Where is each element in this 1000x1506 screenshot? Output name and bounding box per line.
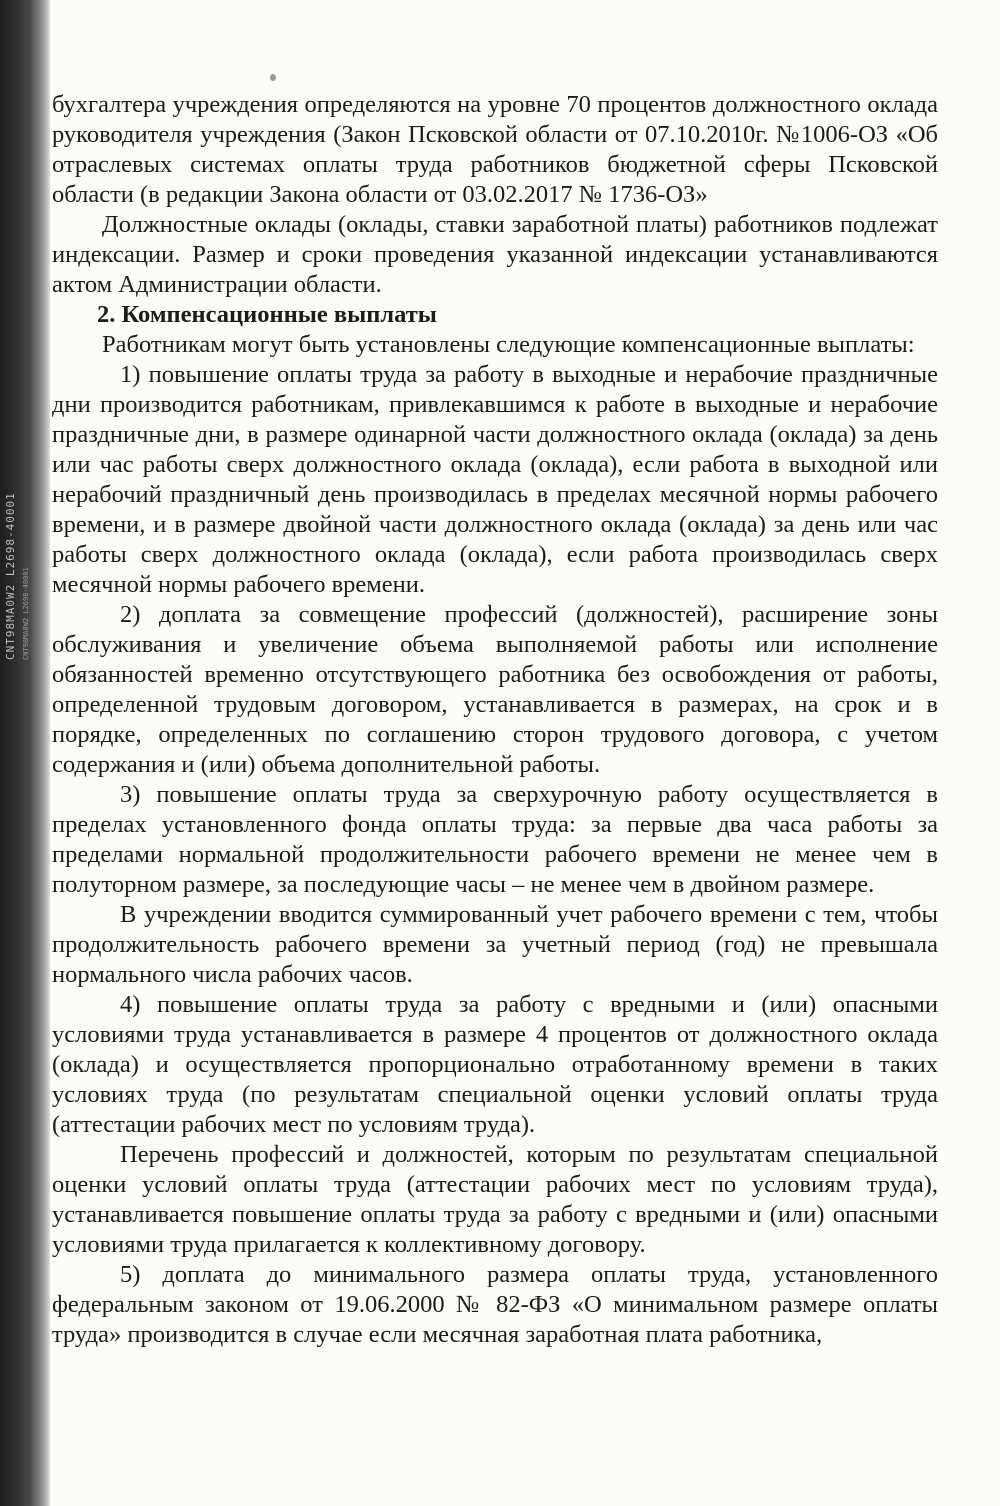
scan-speck [270,74,276,81]
paragraph-item-2: 2) доплата за совмещение профессий (должностей), расширение зоны обслуживания и увеличение объема выполняемой работы или исполнение обязанностей временно отсутствующего работника без освобождения от работы, определенной трудовым договором, устанавливается в размерах, на срок и в порядке, определенных по соглашению сторон трудового договора, с учетом содержания и (или) объема дополнительной работы. [52,601,938,778]
paragraph-intro: Работникам могут быть установлены следующие компенсационные выплаты: [102,331,915,358]
paragraph-list-of-professions: Перечень профессий и должностей, которым по результатам специальной оценки условий оплаты труда (аттестации рабочих мест по условиям труда), устанавливается повышение оплаты труда за работу с вредными и (или) опасными условиями труда прилагается к коллективному договору. [52,1141,938,1258]
paragraph-summary-accounting: В учреждении вводится суммированный учет рабочего времени с тем, чтобы продолжительность рабочего времени за учетный период (год) не превышала нормального числа рабочих часов. [52,901,938,988]
side-stamp: CNT98MA0W2 L2698-40001 [4,492,17,660]
paragraph-item-5: 5) доплата до минимального размера оплаты труда, установленного федеральным законом от 19.06.2000 № 82-ФЗ «О минимальном размере оплаты труда» производится в случае если месячная заработная плата работника, [52,1261,938,1348]
section-heading: 2. Компенсационные выплаты [97,301,437,328]
paragraph-item-4: 4) повышение оплаты труда за работу с вредными и (или) опасными условиями труда устанавливается в размере 4 процентов от должностного оклада (оклада) и осуществляется пропорционально отработанному времени в таких условиях труда (по результатам специальной оценки условий оплаты труда (аттестации рабочих мест по условиям труда). [52,991,938,1138]
side-stamp-small: CNT98MA0W2 L2698-40001 [22,567,30,660]
paragraph-item-3: 3) повышение оплаты труда за сверхурочную работу осуществляется в пределах установленного фонда оплаты труда: за первые два часа работы за пределами нормальной продолжительности рабочего времени не менее чем в полуторном размере, за последующие часы – не менее чем в двойном размере. [52,781,938,898]
paragraph-continuation: бухгалтера учреждения определяются на уровне 70 процентов должностного оклада руководителя учреждения (Закон Псковской области от 07.10.2010г. №1006-ОЗ «Об отраслевых системах оплаты труда работников бюджетной сферы Псковской области (в редакции Закона области от 03.02.2017 № 1736-ОЗ» [52,91,938,208]
paragraph-item-1: 1) повышение оплаты труда за работу в выходные и нерабочие праздничные дни производится работникам, привлекавшимся к работе в выходные и нерабочие праздничные дни, в размере одинарной части должностного оклада (оклада) за день или час работы сверх должностного оклада (оклада), если работа в выходной или нерабочий праздничный день производилась в пределах месячной нормы рабочего времени, и в размере двойной части должностного оклада (оклада) за день или час работы сверх должностного оклада (оклада), если работа производилась сверх месячной нормы рабочего времени. [52,361,938,598]
paragraph-indexation: Должностные оклады (оклады, ставки заработной платы) работников подлежат индексации. Размер и сроки проведения указанной индексации устанавливаются актом Администрации области. [52,211,938,298]
document-body [52,90,938,1350]
binding-shadow [0,0,50,1506]
